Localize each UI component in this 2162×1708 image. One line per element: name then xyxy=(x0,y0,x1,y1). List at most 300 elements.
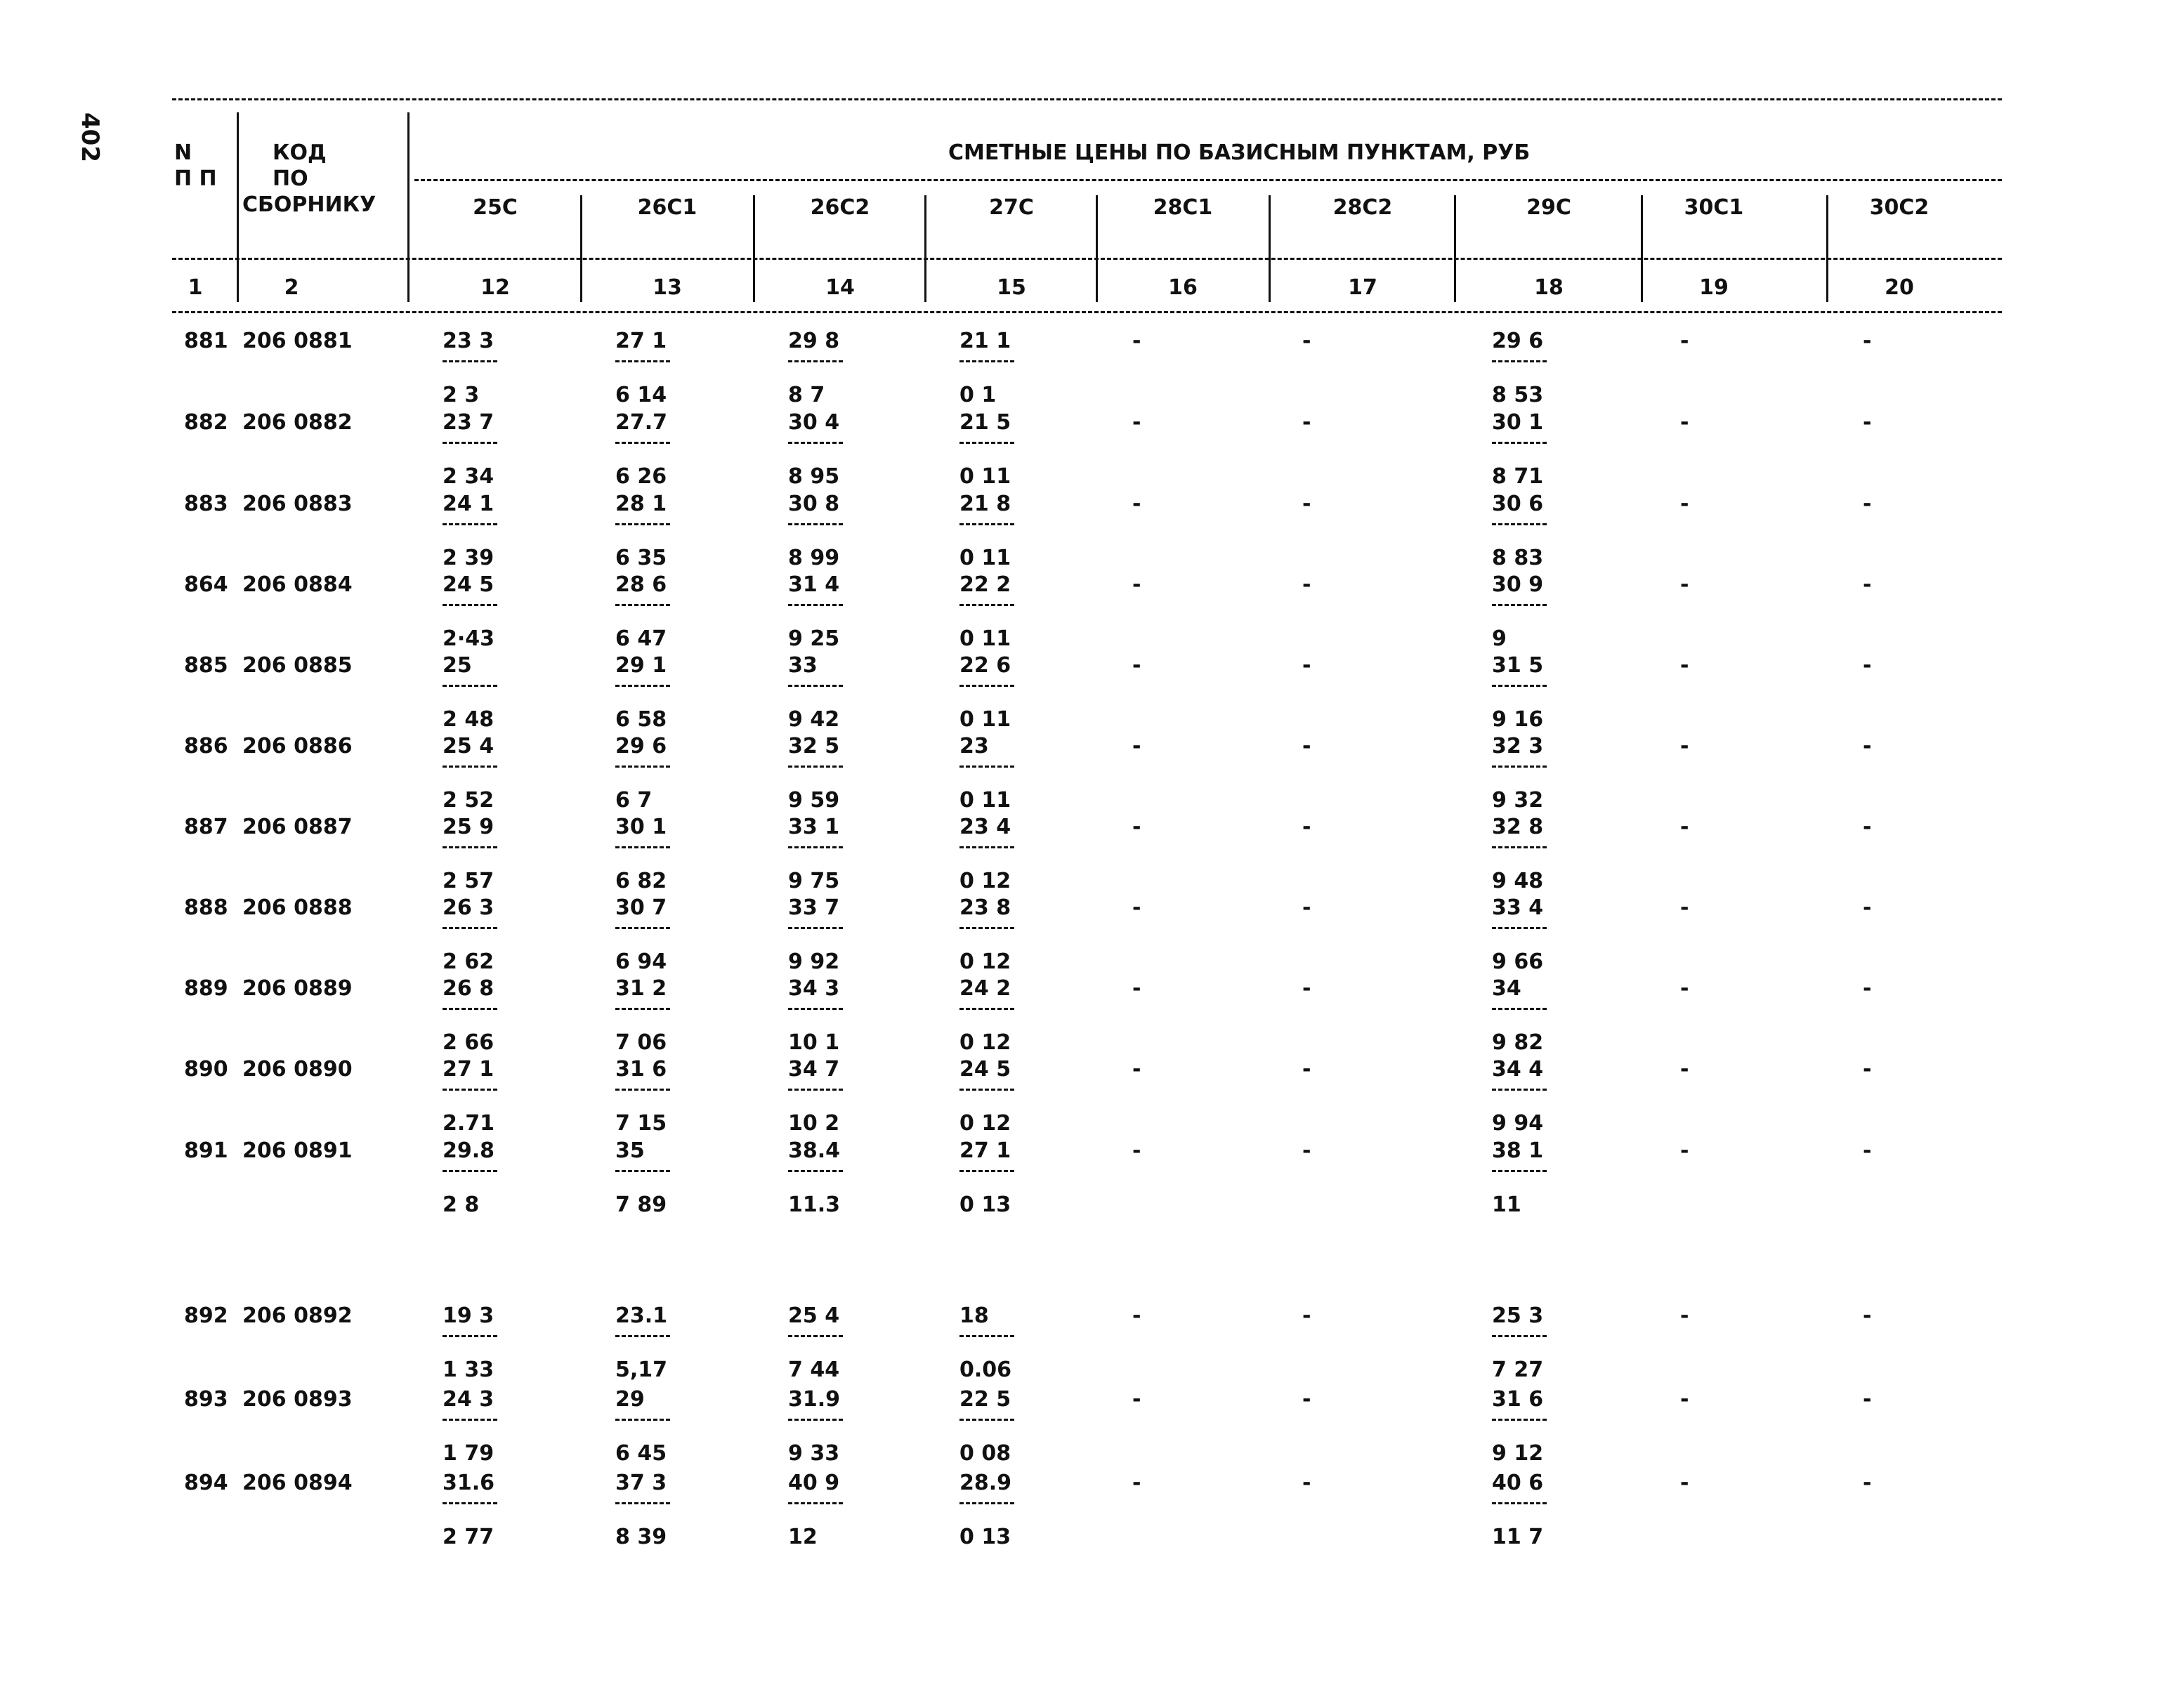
price-value: 34 4 xyxy=(1492,1057,1544,1082)
row-number: 889 xyxy=(184,976,228,1001)
empty-price-dash: - xyxy=(1680,653,1689,678)
price-value: 24 2 xyxy=(959,976,1011,1001)
price-value: 38 1 xyxy=(1492,1138,1544,1163)
fraction-rule xyxy=(959,360,1014,362)
empty-price-dash: - xyxy=(1302,734,1311,758)
fraction-rule xyxy=(1492,766,1547,768)
header-n-label: N xyxy=(174,140,192,165)
fraction-rule xyxy=(959,846,1014,848)
price-subvalue: 7 15 xyxy=(615,1111,667,1136)
price-value: 33 4 xyxy=(1492,895,1544,920)
price-value: 29 6 xyxy=(615,734,667,758)
divider-c18 xyxy=(1454,195,1456,302)
empty-price-dash: - xyxy=(1863,1138,1872,1163)
header-col-26c2: 26С2 xyxy=(810,195,870,220)
empty-price-dash: - xyxy=(1680,976,1689,1001)
empty-price-dash: - xyxy=(1132,572,1141,597)
fraction-rule xyxy=(615,846,670,848)
price-subvalue: 9 xyxy=(1492,626,1507,651)
price-subvalue: 0 11 xyxy=(959,788,1011,813)
price-value: 25 xyxy=(443,653,472,678)
price-value: 27 1 xyxy=(443,1057,494,1082)
row-number: 864 xyxy=(184,572,228,597)
price-subvalue: 10 2 xyxy=(788,1111,840,1136)
fraction-rule xyxy=(1492,360,1547,362)
header-col-25c: 25С xyxy=(473,195,518,220)
price-subvalue: 2.71 xyxy=(443,1111,495,1136)
fraction-rule xyxy=(443,1089,497,1091)
header-col-30c1: 30С1 xyxy=(1684,195,1744,220)
empty-price-dash: - xyxy=(1863,572,1872,597)
colnum-1: 1 xyxy=(188,275,203,300)
price-subvalue: 0 12 xyxy=(959,869,1011,893)
price-value: 21 1 xyxy=(959,329,1011,353)
row-number: 891 xyxy=(184,1138,228,1163)
row-code: 206 0891 xyxy=(242,1138,353,1163)
price-subvalue: 12 xyxy=(788,1525,818,1549)
price-subvalue: 0.06 xyxy=(959,1358,1012,1382)
fraction-rule xyxy=(788,1419,843,1421)
price-value: 22 6 xyxy=(959,653,1011,678)
empty-price-dash: - xyxy=(1132,1387,1141,1412)
empty-price-dash: - xyxy=(1302,1387,1311,1412)
fraction-rule xyxy=(615,523,670,525)
fraction-rule xyxy=(1492,927,1547,929)
fraction-rule xyxy=(443,927,497,929)
price-subvalue: 9 75 xyxy=(788,869,840,893)
price-value: 40 9 xyxy=(788,1471,840,1495)
fraction-rule xyxy=(615,766,670,768)
price-subvalue: 8 7 xyxy=(788,383,825,407)
price-subvalue: 10 1 xyxy=(788,1030,840,1055)
price-subvalue: 9 92 xyxy=(788,950,840,974)
header-col-30c2: 30С2 xyxy=(1869,195,1930,220)
price-value: 31 5 xyxy=(1492,653,1544,678)
price-value: 26 8 xyxy=(443,976,494,1001)
divider-c16 xyxy=(1096,195,1098,302)
price-value: 35 xyxy=(615,1138,645,1163)
price-subvalue: 8 99 xyxy=(788,546,840,570)
divider-code-prices xyxy=(407,112,410,302)
fraction-rule xyxy=(1492,685,1547,687)
empty-price-dash: - xyxy=(1863,410,1872,435)
price-subvalue: 9 48 xyxy=(1492,869,1544,893)
fraction-rule xyxy=(1492,1419,1547,1421)
empty-price-dash: - xyxy=(1132,734,1141,758)
colnum-17: 17 xyxy=(1348,275,1377,300)
row-code: 206 0883 xyxy=(242,492,353,516)
price-subvalue: 0 13 xyxy=(959,1193,1011,1217)
header-po-label: ПО xyxy=(273,166,308,191)
fraction-rule xyxy=(1492,1335,1547,1337)
price-value: 24 5 xyxy=(443,572,494,597)
empty-price-dash: - xyxy=(1863,734,1872,758)
fraction-rule xyxy=(959,1419,1014,1421)
row-number: 893 xyxy=(184,1387,228,1412)
price-value: 32 8 xyxy=(1492,815,1544,839)
header-sbornik-label: СБОРНИКУ xyxy=(242,192,376,217)
empty-price-dash: - xyxy=(1302,1303,1311,1328)
row-code: 206 0888 xyxy=(242,895,353,920)
price-value: 38.4 xyxy=(788,1138,841,1163)
price-value: 25 3 xyxy=(1492,1303,1544,1328)
price-subvalue: 9 59 xyxy=(788,788,840,813)
price-subvalue: 2 62 xyxy=(443,950,494,974)
row-number: 894 xyxy=(184,1471,228,1495)
fraction-rule xyxy=(959,604,1014,606)
row-number: 886 xyxy=(184,734,228,758)
empty-price-dash: - xyxy=(1863,1303,1872,1328)
empty-price-dash: - xyxy=(1302,976,1311,1001)
fraction-rule xyxy=(443,360,497,362)
price-subvalue: 0 12 xyxy=(959,1030,1011,1055)
price-value: 23 7 xyxy=(443,410,494,435)
price-subvalue: 11 xyxy=(1492,1193,1521,1217)
price-value: 25 4 xyxy=(788,1303,840,1328)
price-subvalue: 6 58 xyxy=(615,707,667,732)
fraction-rule xyxy=(788,1008,843,1010)
price-subvalue: 0 11 xyxy=(959,464,1011,489)
price-subvalue: 0 11 xyxy=(959,546,1011,570)
fraction-rule xyxy=(1492,1089,1547,1091)
colnum-bottom-rule xyxy=(172,311,2002,313)
empty-price-dash: - xyxy=(1680,329,1689,353)
fraction-rule xyxy=(443,442,497,444)
price-value: 24 5 xyxy=(959,1057,1011,1082)
empty-price-dash: - xyxy=(1863,895,1872,920)
colnum-13: 13 xyxy=(653,275,682,300)
price-value: 31 4 xyxy=(788,572,840,597)
fraction-rule xyxy=(443,846,497,848)
colnum-16: 16 xyxy=(1168,275,1198,300)
fraction-rule xyxy=(1492,1008,1547,1010)
row-number: 883 xyxy=(184,492,228,516)
page-number: 402 xyxy=(76,112,104,162)
price-value: 34 3 xyxy=(788,976,840,1001)
fraction-rule xyxy=(615,604,670,606)
empty-price-dash: - xyxy=(1863,492,1872,516)
header-pp-label: П П xyxy=(174,166,217,191)
price-subvalue: 8 95 xyxy=(788,464,840,489)
price-value: 30 7 xyxy=(615,895,667,920)
divider-c13 xyxy=(580,195,582,302)
fraction-rule xyxy=(788,1170,843,1172)
group-rule xyxy=(414,179,2002,181)
empty-price-dash: - xyxy=(1302,410,1311,435)
colnum-19: 19 xyxy=(1699,275,1729,300)
price-value: 30 9 xyxy=(1492,572,1544,597)
empty-price-dash: - xyxy=(1132,1138,1141,1163)
price-subvalue: 9 32 xyxy=(1492,788,1544,813)
divider-c15 xyxy=(924,195,926,302)
fraction-rule xyxy=(615,1089,670,1091)
price-value: 37 3 xyxy=(615,1471,667,1495)
fraction-rule xyxy=(615,1170,670,1172)
price-value: 24 1 xyxy=(443,492,494,516)
empty-price-dash: - xyxy=(1863,1387,1872,1412)
empty-price-dash: - xyxy=(1863,1057,1872,1082)
price-subvalue: 8 39 xyxy=(615,1525,667,1549)
empty-price-dash: - xyxy=(1132,492,1141,516)
price-value: 30 1 xyxy=(1492,410,1544,435)
price-subvalue: 2 57 xyxy=(443,869,494,893)
price-subvalue: 6 82 xyxy=(615,869,667,893)
price-value: 40 6 xyxy=(1492,1471,1544,1495)
empty-price-dash: - xyxy=(1680,1471,1689,1495)
price-subvalue: 2 39 xyxy=(443,546,494,570)
fraction-rule xyxy=(1492,442,1547,444)
price-subvalue: 6 14 xyxy=(615,383,667,407)
price-value: 23 4 xyxy=(959,815,1011,839)
price-value: 31 2 xyxy=(615,976,667,1001)
price-value: 23 8 xyxy=(959,895,1011,920)
fraction-rule xyxy=(443,1502,497,1504)
empty-price-dash: - xyxy=(1132,1471,1141,1495)
price-value: 28 6 xyxy=(615,572,667,597)
row-code: 206 0890 xyxy=(242,1057,353,1082)
price-subvalue: 2 77 xyxy=(443,1525,494,1549)
fraction-rule xyxy=(959,685,1014,687)
price-subvalue: 11 7 xyxy=(1492,1525,1544,1549)
fraction-rule xyxy=(615,442,670,444)
price-value: 28 1 xyxy=(615,492,667,516)
row-code: 206 0882 xyxy=(242,410,353,435)
empty-price-dash: - xyxy=(1302,1138,1311,1163)
divider-n-code xyxy=(237,112,239,302)
header-col-28c2: 28С2 xyxy=(1332,195,1393,220)
empty-price-dash: - xyxy=(1302,1057,1311,1082)
fraction-rule xyxy=(788,766,843,768)
fraction-rule xyxy=(443,604,497,606)
price-value: 32 5 xyxy=(788,734,840,758)
fraction-rule xyxy=(788,1089,843,1091)
price-value: 31.6 xyxy=(443,1471,495,1495)
empty-price-dash: - xyxy=(1863,976,1872,1001)
price-subvalue: 2 8 xyxy=(443,1193,480,1217)
price-subvalue: 9 94 xyxy=(1492,1111,1544,1136)
empty-price-dash: - xyxy=(1302,572,1311,597)
row-number: 885 xyxy=(184,653,228,678)
fraction-rule xyxy=(1492,604,1547,606)
price-value: 26 3 xyxy=(443,895,494,920)
empty-price-dash: - xyxy=(1863,329,1872,353)
row-number: 881 xyxy=(184,329,228,353)
fraction-rule xyxy=(1492,1502,1547,1504)
price-subvalue: 6 26 xyxy=(615,464,667,489)
fraction-rule xyxy=(443,685,497,687)
price-subvalue: 0 12 xyxy=(959,950,1011,974)
header-bottom-rule xyxy=(172,258,2002,260)
fraction-rule xyxy=(788,927,843,929)
fraction-rule xyxy=(959,523,1014,525)
price-subvalue: 7 44 xyxy=(788,1358,840,1382)
price-subvalue: 0 08 xyxy=(959,1441,1011,1466)
fraction-rule xyxy=(443,1170,497,1172)
fraction-rule xyxy=(959,766,1014,768)
empty-price-dash: - xyxy=(1680,492,1689,516)
top-rule xyxy=(172,98,2002,100)
price-subvalue: 6 94 xyxy=(615,950,667,974)
price-value: 25 9 xyxy=(443,815,494,839)
fraction-rule xyxy=(959,1089,1014,1091)
fraction-rule xyxy=(788,523,843,525)
row-number: 890 xyxy=(184,1057,228,1082)
price-value: 29 8 xyxy=(788,329,840,353)
fraction-rule xyxy=(959,1170,1014,1172)
fraction-rule xyxy=(788,1502,843,1504)
colnum-18: 18 xyxy=(1534,275,1564,300)
fraction-rule xyxy=(788,685,843,687)
price-subvalue: 7 89 xyxy=(615,1193,667,1217)
row-code: 206 0886 xyxy=(242,734,353,758)
row-code: 206 0884 xyxy=(242,572,353,597)
row-code: 206 0893 xyxy=(242,1387,353,1412)
price-subvalue: 9 66 xyxy=(1492,950,1544,974)
empty-price-dash: - xyxy=(1863,653,1872,678)
empty-price-dash: - xyxy=(1302,492,1311,516)
price-subvalue: 9 12 xyxy=(1492,1441,1544,1466)
empty-price-dash: - xyxy=(1680,1387,1689,1412)
fraction-rule xyxy=(615,1008,670,1010)
empty-price-dash: - xyxy=(1132,410,1141,435)
price-subvalue: 2·43 xyxy=(443,626,495,651)
price-value: 31 6 xyxy=(1492,1387,1544,1412)
empty-price-dash: - xyxy=(1863,815,1872,839)
price-value: 29 xyxy=(615,1387,645,1412)
empty-price-dash: - xyxy=(1680,572,1689,597)
fraction-rule xyxy=(959,1335,1014,1337)
header-group-title: СМЕТНЫЕ ЦЕНЫ ПО БАЗИСНЫМ ПУНКТАМ, РУБ xyxy=(948,140,1531,165)
fraction-rule xyxy=(615,1335,670,1337)
price-subvalue: 5,17 xyxy=(615,1358,668,1382)
price-value: 22 5 xyxy=(959,1387,1011,1412)
price-value: 23.1 xyxy=(615,1303,668,1328)
divider-c14 xyxy=(753,195,755,302)
header-col-28c1: 28С1 xyxy=(1153,195,1213,220)
price-subvalue: 0 1 xyxy=(959,383,997,407)
empty-price-dash: - xyxy=(1132,653,1141,678)
colnum-20: 20 xyxy=(1885,275,1914,300)
row-number: 888 xyxy=(184,895,228,920)
empty-price-dash: - xyxy=(1132,1057,1141,1082)
price-value: 33 1 xyxy=(788,815,840,839)
header-col-27c: 27С xyxy=(989,195,1034,220)
fraction-rule xyxy=(788,846,843,848)
price-subvalue: 0 13 xyxy=(959,1525,1011,1549)
price-value: 31 6 xyxy=(615,1057,667,1082)
price-value: 27.7 xyxy=(615,410,668,435)
price-subvalue: 2 34 xyxy=(443,464,494,489)
price-value: 23 xyxy=(959,734,989,758)
colnum-14: 14 xyxy=(825,275,855,300)
fraction-rule xyxy=(443,766,497,768)
row-code: 206 0885 xyxy=(242,653,353,678)
colnum-15: 15 xyxy=(997,275,1026,300)
empty-price-dash: - xyxy=(1302,329,1311,353)
price-subvalue: 2 52 xyxy=(443,788,494,813)
price-value: 30 4 xyxy=(788,410,840,435)
price-subvalue: 1 79 xyxy=(443,1441,494,1466)
fraction-rule xyxy=(959,1008,1014,1010)
price-subvalue: 9 25 xyxy=(788,626,840,651)
fraction-rule xyxy=(443,1008,497,1010)
fraction-rule xyxy=(788,442,843,444)
empty-price-dash: - xyxy=(1132,1303,1141,1328)
fraction-rule xyxy=(788,360,843,362)
price-value: 21 8 xyxy=(959,492,1011,516)
fraction-rule xyxy=(1492,1170,1547,1172)
empty-price-dash: - xyxy=(1863,1471,1872,1495)
empty-price-dash: - xyxy=(1680,1138,1689,1163)
row-code: 206 0892 xyxy=(242,1303,353,1328)
price-subvalue: 7 27 xyxy=(1492,1358,1544,1382)
row-number: 887 xyxy=(184,815,228,839)
price-subvalue: 0 11 xyxy=(959,707,1011,732)
empty-price-dash: - xyxy=(1132,976,1141,1001)
price-subvalue: 9 16 xyxy=(1492,707,1544,732)
fraction-rule xyxy=(788,604,843,606)
empty-price-dash: - xyxy=(1680,1303,1689,1328)
row-number: 892 xyxy=(184,1303,228,1328)
price-value: 34 7 xyxy=(788,1057,840,1082)
price-subvalue: 6 35 xyxy=(615,546,667,570)
price-value: 34 xyxy=(1492,976,1521,1001)
row-code: 206 0887 xyxy=(242,815,353,839)
price-subvalue: 2 66 xyxy=(443,1030,494,1055)
fraction-rule xyxy=(959,1502,1014,1504)
divider-c19 xyxy=(1641,195,1643,302)
header-col-26c1: 26С1 xyxy=(637,195,697,220)
fraction-rule xyxy=(959,442,1014,444)
price-subvalue: 6 7 xyxy=(615,788,653,813)
price-value: 18 xyxy=(959,1303,989,1328)
divider-c20 xyxy=(1826,195,1828,302)
fraction-rule xyxy=(1492,523,1547,525)
row-code: 206 0889 xyxy=(242,976,353,1001)
empty-price-dash: - xyxy=(1680,410,1689,435)
empty-price-dash: - xyxy=(1302,653,1311,678)
fraction-rule xyxy=(615,685,670,687)
price-value: 28.9 xyxy=(959,1471,1012,1495)
price-value: 30 8 xyxy=(788,492,840,516)
fraction-rule xyxy=(1492,846,1547,848)
price-subvalue: 9 82 xyxy=(1492,1030,1544,1055)
price-value: 29 1 xyxy=(615,653,667,678)
price-subvalue: 0 12 xyxy=(959,1111,1011,1136)
price-subvalue: 8 53 xyxy=(1492,383,1544,407)
fraction-rule xyxy=(615,927,670,929)
fraction-rule xyxy=(615,1419,670,1421)
empty-price-dash: - xyxy=(1302,815,1311,839)
price-value: 32 3 xyxy=(1492,734,1544,758)
row-number: 882 xyxy=(184,410,228,435)
price-value: 29.8 xyxy=(443,1138,495,1163)
fraction-rule xyxy=(615,360,670,362)
price-value: 22 2 xyxy=(959,572,1011,597)
empty-price-dash: - xyxy=(1680,815,1689,839)
price-subvalue: 7 06 xyxy=(615,1030,667,1055)
price-value: 27 1 xyxy=(615,329,667,353)
price-subvalue: 1 33 xyxy=(443,1358,494,1382)
fraction-rule xyxy=(615,1502,670,1504)
price-subvalue: 0 11 xyxy=(959,626,1011,651)
price-value: 33 7 xyxy=(788,895,840,920)
price-value: 23 3 xyxy=(443,329,494,353)
price-value: 30 1 xyxy=(615,815,667,839)
price-value: 30 6 xyxy=(1492,492,1544,516)
empty-price-dash: - xyxy=(1302,1471,1311,1495)
colnum-12: 12 xyxy=(480,275,510,300)
